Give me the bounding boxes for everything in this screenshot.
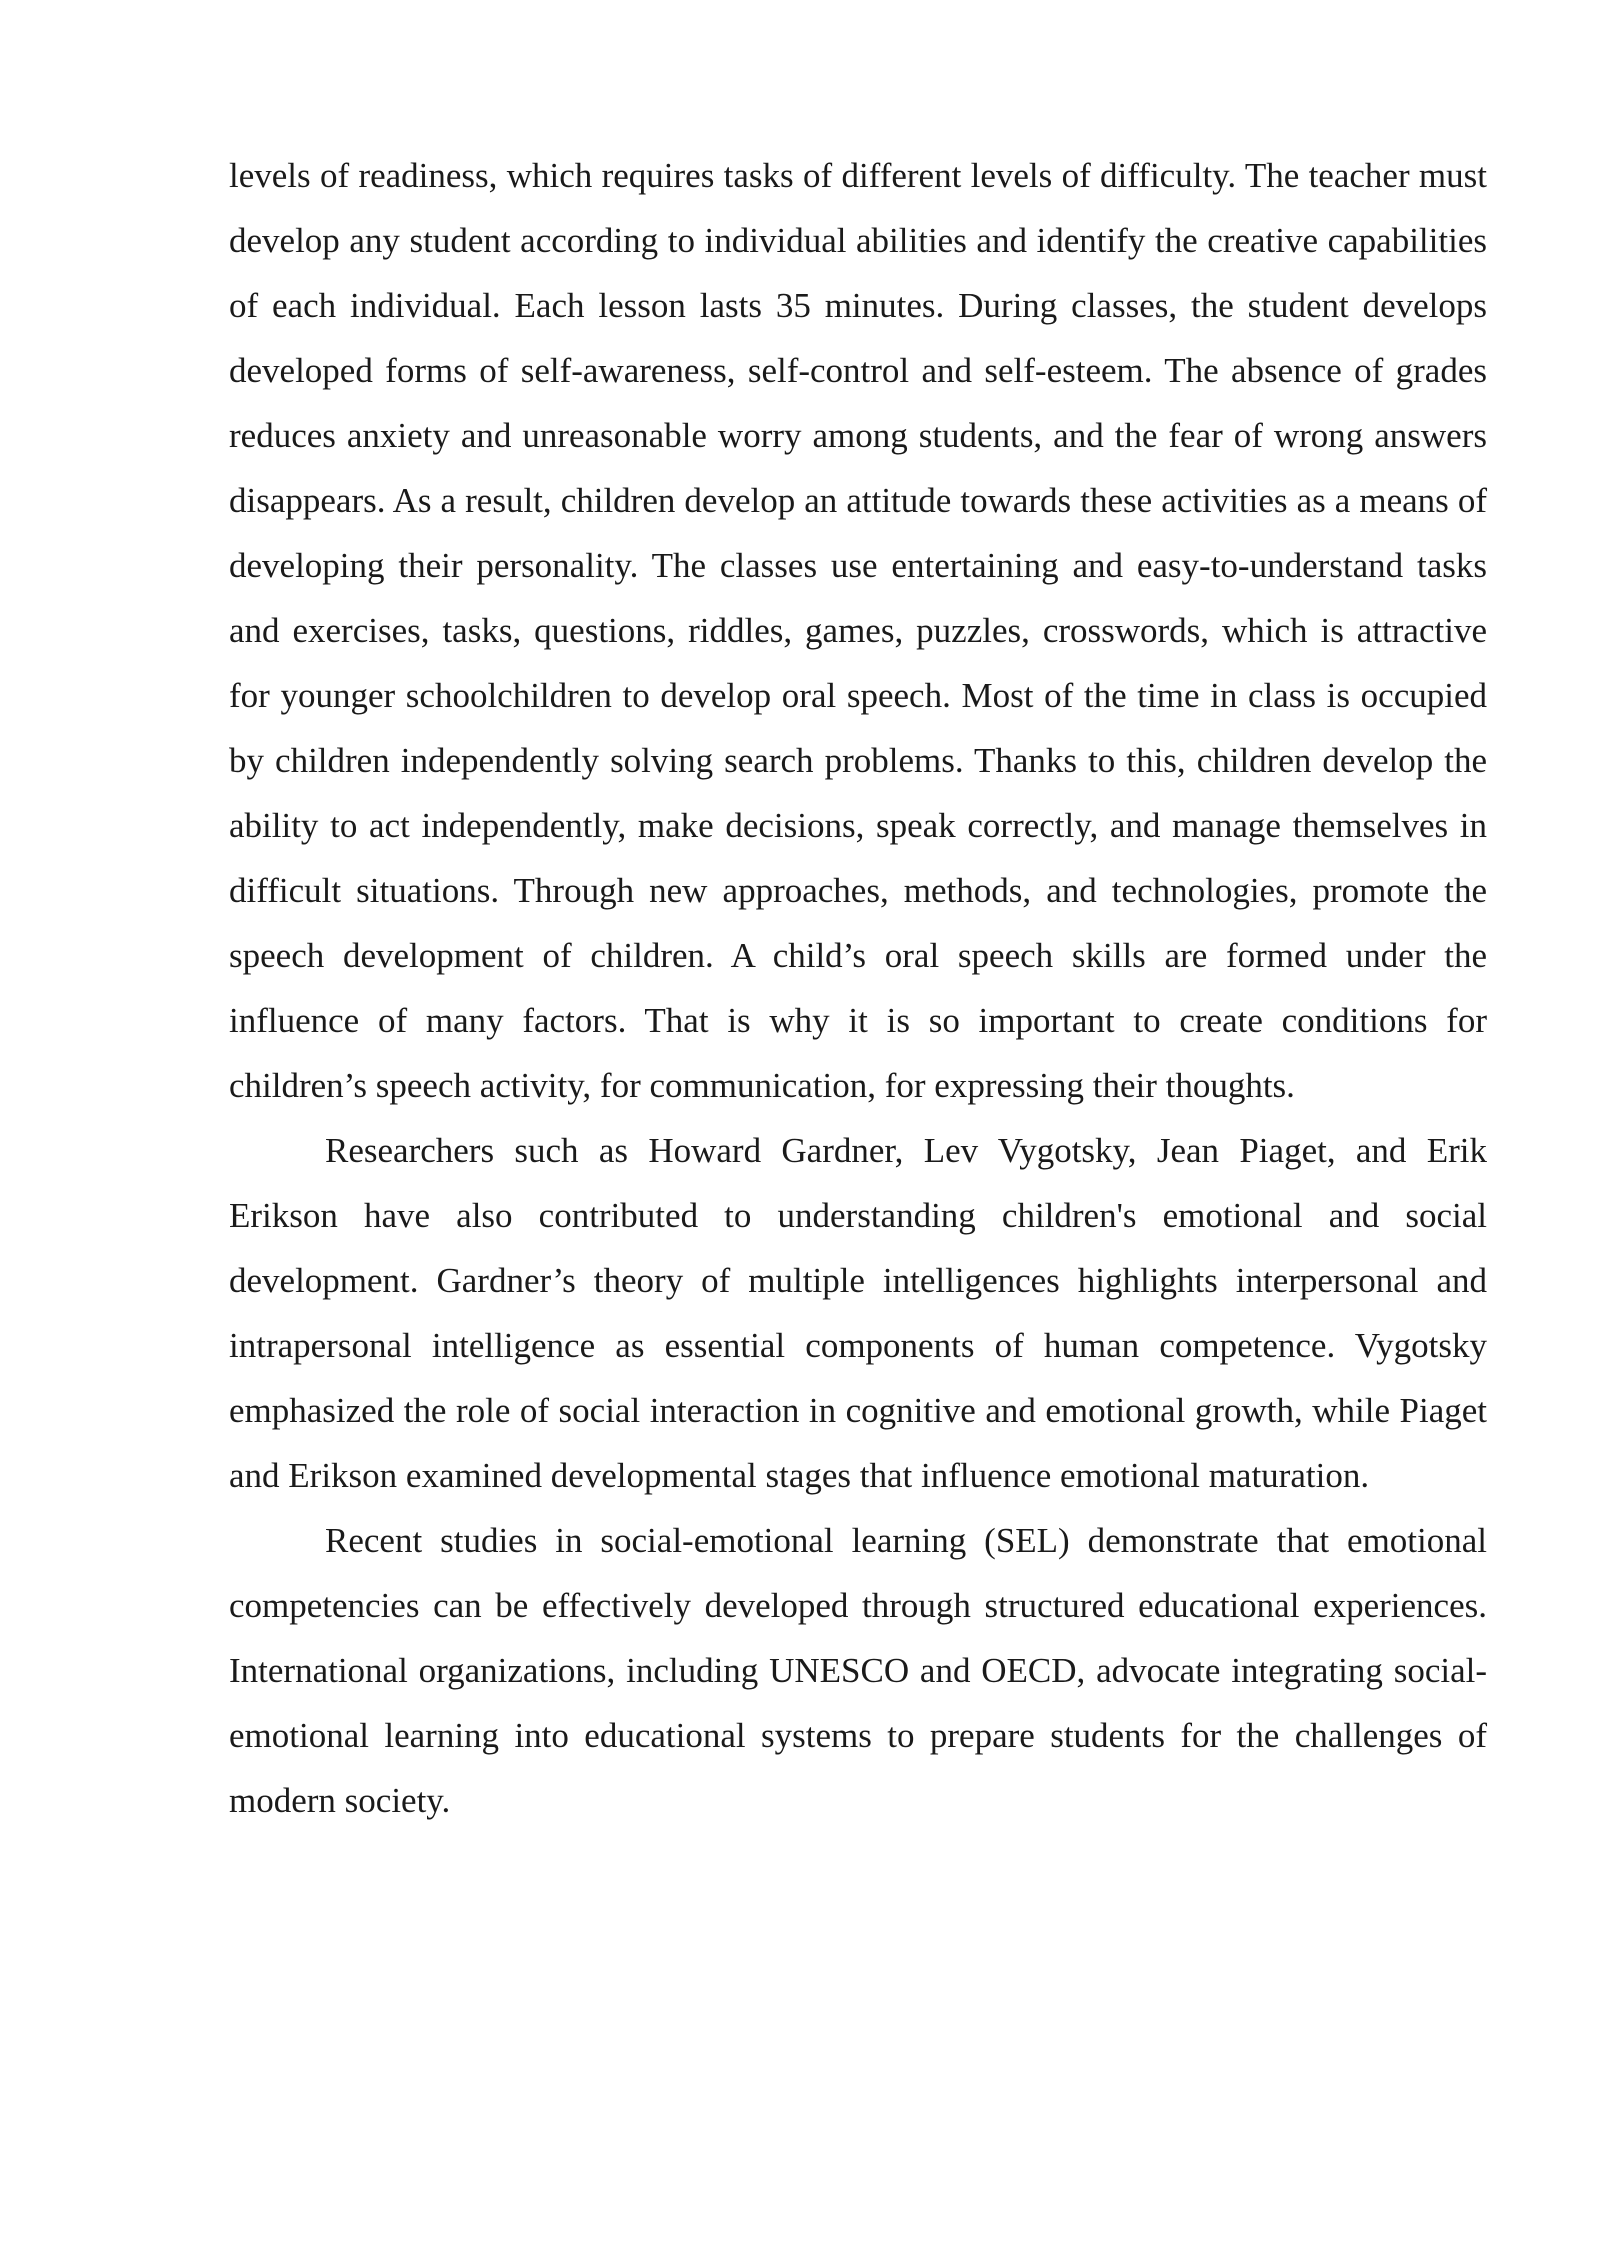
paragraph-researchers: Researchers such as Howard Gardner, Lev Vygotsky, Jean Piaget, and Erik Erikson have also contributed to understanding children's emotional and social development. Gardner’s theory of multiple intelligences highlights interpersonal and intrapersonal intelligence as essential components of human competence. Vygotsky emphasized the role of social interaction in cognitive and emotional growth, while Piaget and Erikson examined developmental stages that influence emotional maturation.	[229, 1131, 1487, 1495]
body-text	[229, 143, 1487, 1833]
paragraph-sel-studies: Recent studies in social-emotional learning (SEL) demonstrate that emotional competencies can be effectively developed through structured educational experiences. International organizations, including UNESCO and OECD, advocate integrating social-emotional learning into educational systems to prepare students for the challenges of modern society.	[229, 1521, 1487, 1820]
paragraph-continuation: levels of readiness, which requires tasks of different levels of difficulty. The teacher must develop any student according to individual abilities and identify the creative capabilities of each individual. Each lesson lasts 35 minutes. During classes, the student develops developed forms of self-awareness, self-control and self-esteem. The absence of grades reduces anxiety and unreasonable worry among students, and the fear of wrong answers disappears. As a result, children develop an attitude towards these activities as a means of developing their personality. The classes use entertaining and easy-to-understand tasks and exercises, tasks, questions, riddles, games, puzzles, crosswords, which is attractive for younger schoolchildren to develop oral speech. Most of the time in class is occupied by children independently solving search problems. Thanks to this, children develop the ability to act independently, make decisions, speak correctly, and manage themselves in difficult situations. Through new approaches, methods, and technologies, promote the speech development of children. A child’s oral speech skills are formed under the influence of many factors. That is why it is so important to create conditions for children’s speech activity, for communication, for expressing their thoughts.	[229, 156, 1487, 1105]
